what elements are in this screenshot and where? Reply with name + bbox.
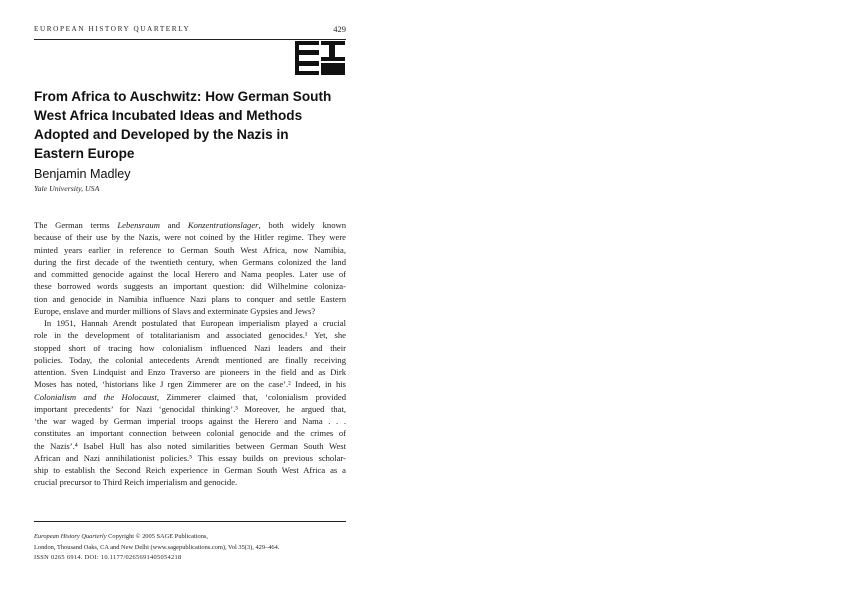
title-line: Adopted and Developed by the Nazis in xyxy=(34,127,289,142)
title-line: Eastern Europe xyxy=(34,146,135,161)
body-line: The German terms Lebensraum and Konzentrationslager, both widely known xyxy=(34,220,346,230)
body-line: because of their use by the Nazis, were not coined by the Hitler regime. They were xyxy=(34,232,346,243)
body-line: during the first decade of the twentieth century, when Germans colonized the land xyxy=(34,256,346,267)
body-line: crucial precursor to Third Reich imperialism and genocide. xyxy=(34,477,238,488)
footer-copyright: Copyright © 2005 SAGE Publications, xyxy=(106,533,208,540)
footer-journal-name: European History Quarterly xyxy=(34,533,107,540)
body-line: Moses has noted, ‘historians like J rgen Zimmerer are on the case’.² Indeed, in his xyxy=(34,379,346,390)
body-line: role in the development of totalitarianism and associated genocides.¹ Yet, she xyxy=(34,330,346,341)
title-line: From Africa to Auschwitz: How German South xyxy=(34,89,332,104)
running-head-journal: EUROPEAN HISTORY QUARTERLY xyxy=(34,25,191,33)
body-line: policies. Today, the colonial antecedents Arendt mentioned are finally receiving xyxy=(34,354,346,365)
body-line: minted years earlier in reference to German South West Africa, now Namibia, xyxy=(34,244,346,255)
body-line: these borrowed words suggests an important question: did Wilhelmine coloniza- xyxy=(34,281,346,292)
body-line: Europe, enslave and murder millions of Slavs and exterminate Gypsies and Jews? xyxy=(34,305,316,316)
body-line: ‘the war waged by German imperial troops against the Herero and Nama . . . xyxy=(34,416,346,426)
body-line: important precedents’ for Nazi ‘genocidal thinking’.³ Moreover, he argued that, xyxy=(34,403,346,414)
header-rule xyxy=(34,39,346,40)
body-line: African and Nazi annihilationist policies.⁵ This essay builds on previous scholar- xyxy=(34,452,346,463)
author-affiliation: Yale University, USA xyxy=(34,184,100,193)
article-title xyxy=(34,87,354,163)
footer-line-2: London, Thousand Oaks, CA and New Delhi (www.sagepublications.com), Vol 35(3), 429–464. xyxy=(34,543,280,551)
body-line: ship to establish the Second Reich experience in German South West Africa as a xyxy=(34,465,346,475)
body-line: stopped short of tracing how colonialism influenced Nazi leaders and their xyxy=(34,342,346,353)
body-line: and committed genocide against the local Herero and Nama peoples. Later use of xyxy=(34,269,346,279)
author-name: Benjamin Madley xyxy=(34,167,131,181)
footer-line-3: ISSN 0265 6914. DOI: 10.1177/0265691405054218 xyxy=(34,554,182,561)
body-line: Colonialism and the Holocaust, Zimmerer claimed that, ‘colonialism provided xyxy=(34,391,346,402)
title-line: West Africa Incubated Ideas and Methods xyxy=(34,108,303,123)
body-line: constitutes an important connection between colonial genocide and the crimes of xyxy=(34,428,346,439)
article-body xyxy=(34,219,346,489)
journal-logo-icon xyxy=(295,41,345,75)
publication-footer xyxy=(34,532,364,564)
footer-rule xyxy=(34,521,346,522)
page-number: 429 xyxy=(333,24,346,34)
footer-line-1 xyxy=(34,532,364,543)
body-line: attention. Sven Lindquist and Enzo Traverso are pioneers in the field and as Dirk xyxy=(34,367,346,377)
body-line: tion and genocide in Namibia influence Nazi plans to conquer and settle Eastern xyxy=(34,293,346,304)
body-line: In 1951, Hannah Arendt postulated that European imperialism played a crucial xyxy=(44,318,346,328)
body-line: the Nazis’.⁴ Isabel Hull has also noted similarities between German South West xyxy=(34,440,346,451)
